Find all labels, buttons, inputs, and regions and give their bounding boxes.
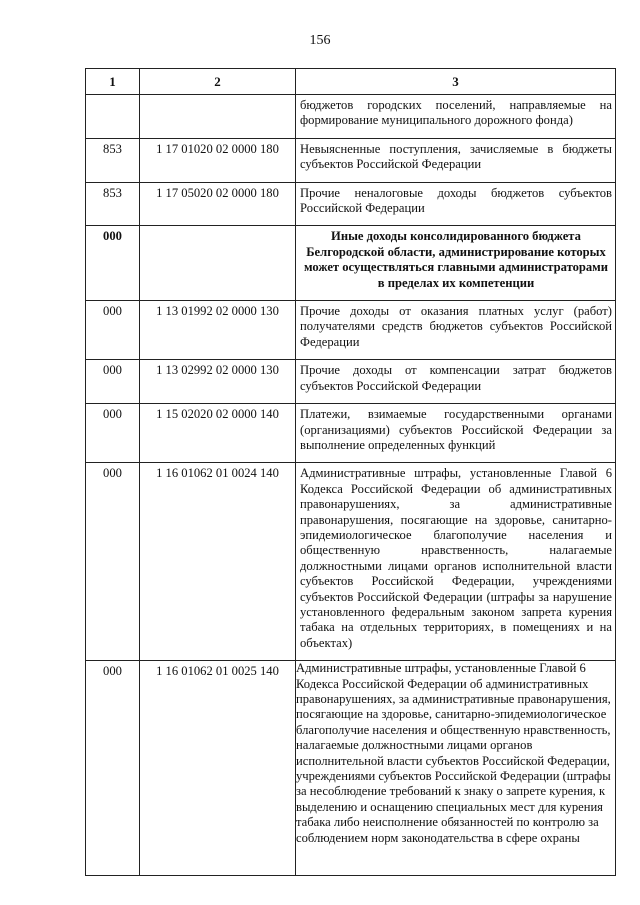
- admin-code-cell: 000: [86, 301, 140, 360]
- description-cell: Административные штрафы, установленные Главой 6 Кодекса Российской Федерации об административных правонарушениях, за административные правонарушения, посягающие на здоровье, санитарно-эпидемиологическое благополучие населения и общественную нравственность, налагаемые должностными лицами органов исполнительной власти субъектов Российской Федерации, учреждениями субъектов Российской Федерации (штрафы за нарушение установленного федеральным законом запрета курения табака на отдельных территориях, в помещениях и на объектах): [296, 463, 616, 661]
- kbk-code-cell: [140, 95, 296, 139]
- table-row-section-heading: [86, 226, 616, 301]
- table-row: [86, 360, 616, 404]
- description-text: Административные штрафы, установленные Главой 6 Кодекса Российской Федерации об административных правонарушениях, за административные правонарушения, посягающие на здоровье, санитарно-эпидемиологическое благополучие населения и общественную нравственность, налагаемые должностными лицами органов исполнительной власти субъектов Российской Федерации, учреждениями субъектов Российской Федерации (штрафы за несоблюдение требований к знаку о запрете курения, к выделению и оснащению специальных мест для курения табака либо неисполнение обязанностей по контролю за соблюдением норм законодательства в сфере охраны: [296, 661, 611, 845]
- column-header-2: 2: [140, 69, 296, 95]
- description-cell: Невыясненные поступления, зачисляемые в бюджеты субъектов Российской Федерации: [296, 138, 616, 182]
- kbk-code-cell: 1 15 02020 02 0000 140: [140, 404, 296, 463]
- description-cell: Платежи, взимаемые государственными органами (организациями) субъектов Российской Федерации за выполнение определенных функций: [296, 404, 616, 463]
- description-cell-continued: [296, 661, 616, 876]
- admin-code-cell: 000: [86, 463, 140, 661]
- description-cell: Прочие доходы от компенсации затрат бюджетов субъектов Российской Федерации: [296, 360, 616, 404]
- kbk-code-cell: [140, 226, 296, 301]
- kbk-code-cell: 1 13 01992 02 0000 130: [140, 301, 296, 360]
- admin-code-cell: 853: [86, 182, 140, 226]
- column-header-3: 3: [296, 69, 616, 95]
- table-row: [86, 301, 616, 360]
- admin-code-cell: 000: [86, 661, 140, 876]
- kbk-code-cell: 1 17 05020 02 0000 180: [140, 182, 296, 226]
- revenue-codes-table: [85, 68, 616, 876]
- table-row: [86, 463, 616, 661]
- kbk-code-cell: 1 16 01062 01 0024 140: [140, 463, 296, 661]
- table-header-row: [86, 69, 616, 95]
- kbk-code-cell: 1 13 02992 02 0000 130: [140, 360, 296, 404]
- admin-code-cell: 853: [86, 138, 140, 182]
- kbk-code-cell: 1 17 01020 02 0000 180: [140, 138, 296, 182]
- description-cell: бюджетов городских поселений, направляемые на формирование муниципального дорожного фонда): [296, 95, 616, 139]
- section-heading-cell: Иные доходы консолидированного бюджета Белгородской области, администрирование которых может осуществляться главными администраторами в пределах их компетенции: [296, 226, 616, 301]
- description-cell: Прочие неналоговые доходы бюджетов субъектов Российской Федерации: [296, 182, 616, 226]
- page-number: 156: [309, 33, 331, 48]
- admin-code-cell: 000: [86, 226, 140, 301]
- admin-code-cell: 000: [86, 360, 140, 404]
- table-row: [86, 404, 616, 463]
- table-row: [86, 138, 616, 182]
- table-row: [86, 182, 616, 226]
- table-row: [86, 661, 616, 876]
- column-header-1: 1: [86, 69, 140, 95]
- description-cell: Прочие доходы от оказания платных услуг (работ) получателями средств бюджетов субъектов Российской Федерации: [296, 301, 616, 360]
- admin-code-cell: 000: [86, 404, 140, 463]
- table-row: [86, 95, 616, 139]
- admin-code-cell: [86, 95, 140, 139]
- kbk-code-cell: 1 16 01062 01 0025 140: [140, 661, 296, 876]
